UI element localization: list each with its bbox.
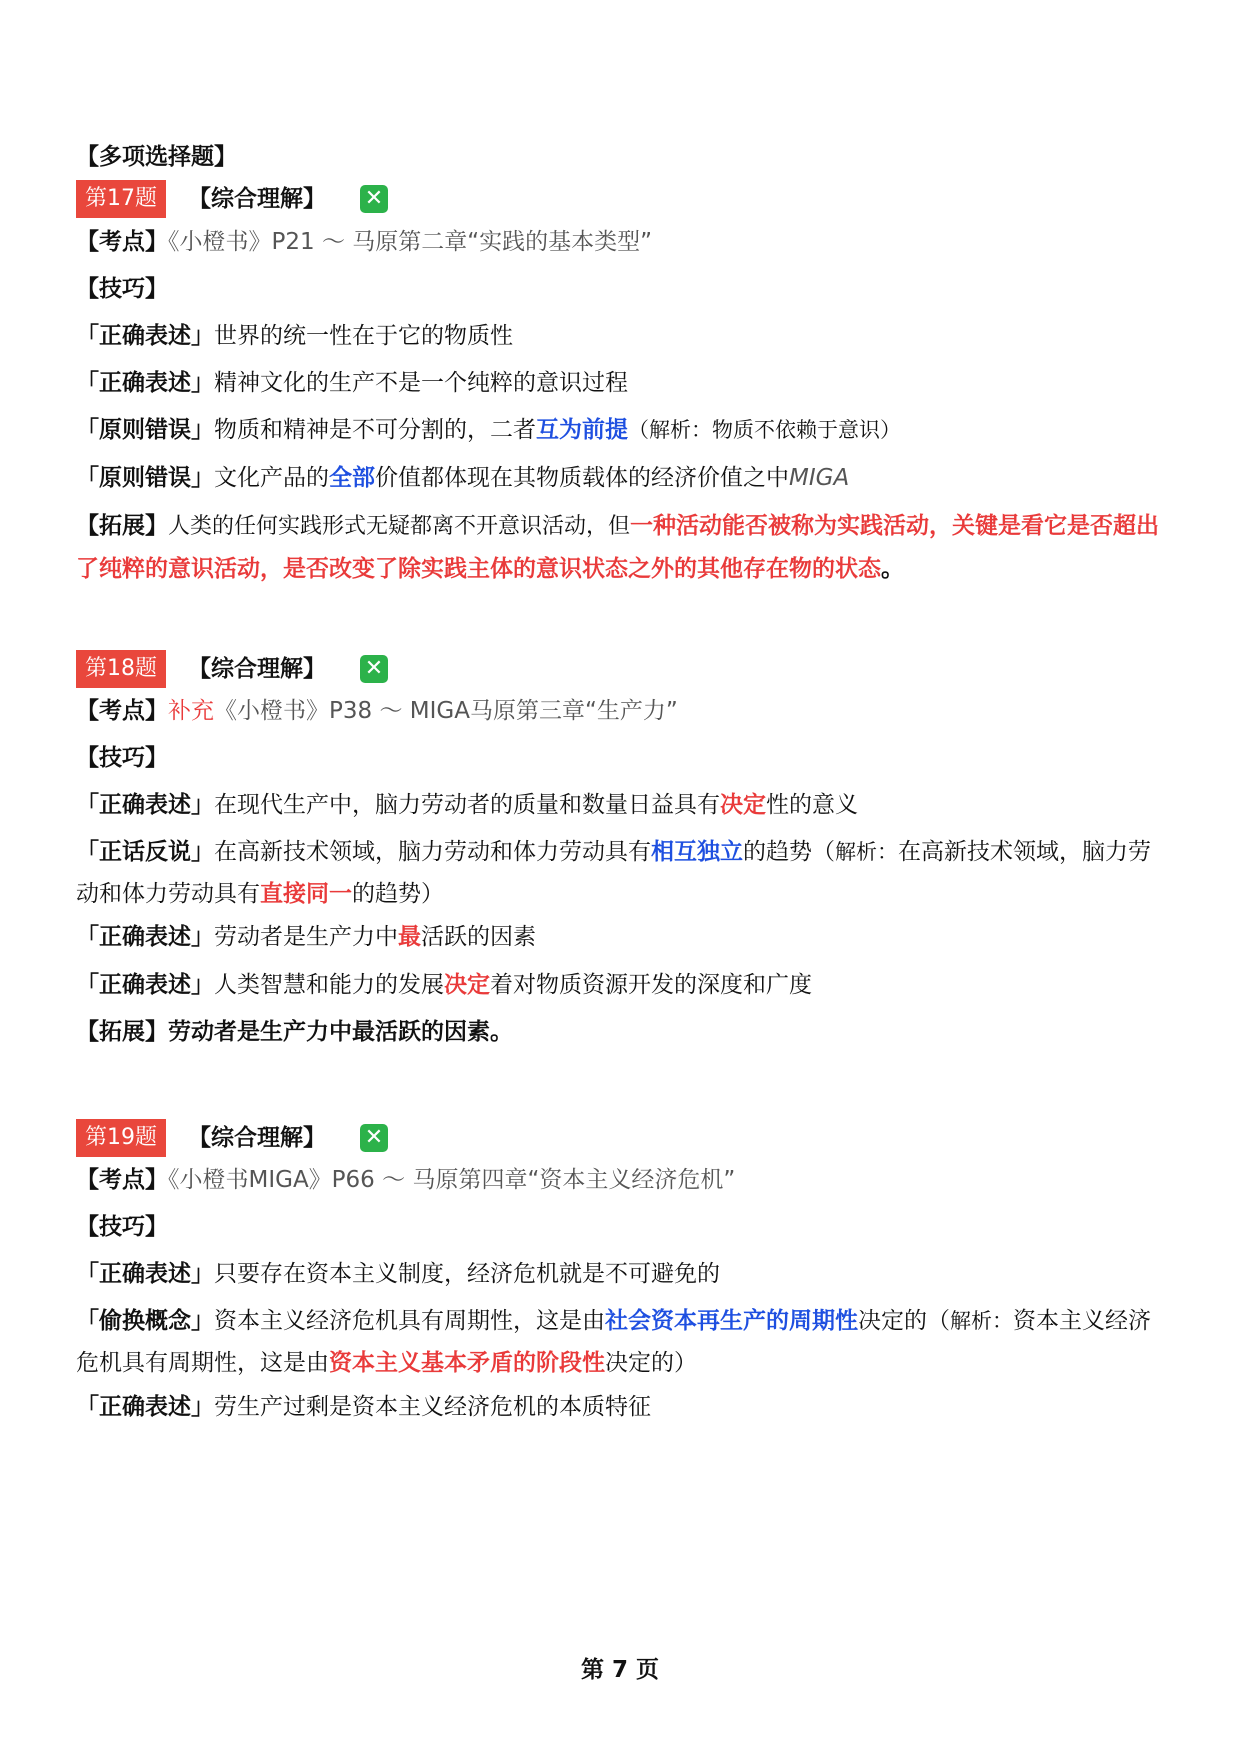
question-17-kaodian <box>76 222 1166 262</box>
tuozhan-paragraph <box>76 1012 1166 1052</box>
question-18-kaodian <box>76 691 1166 731</box>
item-text: 劳生产过剩是资本主义经济危机的本质特征 <box>214 1394 651 1420</box>
item-label: 「正确表述」 <box>76 792 214 818</box>
answer-item <box>76 831 1166 915</box>
tuozhan-paragraph <box>76 505 1166 590</box>
item-text: 劳动者是生产力中 <box>214 924 398 950</box>
item-text: 决定的） <box>605 1350 697 1376</box>
item-text: 性的意义 <box>766 792 858 818</box>
highlight-text: 互为前提 <box>536 417 628 443</box>
item-text: 精神文化的生产不是一个纯粹的意识过程 <box>214 370 628 396</box>
answer-item <box>76 410 1166 450</box>
highlight-text: 全部 <box>329 465 375 491</box>
kaodian-label: 【考点】 <box>76 229 168 255</box>
highlight-text: 决定 <box>444 972 490 998</box>
answer-item <box>76 458 1166 498</box>
section-header: 【多项选择题】 <box>76 144 237 170</box>
tuozhan-end: 。 <box>881 556 904 582</box>
item-text: 人类智慧和能力的发展 <box>214 972 444 998</box>
tuozhan-highlight: 一种活动能否被称为实践活动，关键是看它是否超出了纯粹的意识活动，是否改变了除实践主体的意识状态之外的其他存在物的状态 <box>76 513 1160 582</box>
kaodian-text: 《小橙书MIGA》P66 ～ 马原第四章“资本主义经济危机” <box>168 1167 736 1193</box>
highlight-text: 直接同一 <box>260 881 352 907</box>
answer-item <box>76 917 1166 957</box>
answer-item <box>76 965 1166 1005</box>
tuozhan-label: 【拓展】 <box>76 1019 168 1045</box>
item-text: 的趋势） <box>352 881 444 907</box>
question-19-header <box>76 1117 1166 1158</box>
answer-item <box>76 316 1166 356</box>
x-mark-icon: ✕ <box>360 655 388 683</box>
tuozhan-label: 【拓展】 <box>76 513 168 539</box>
item-text: 物质和精神是不可分割的，二者 <box>214 417 536 443</box>
answer-item <box>76 1254 1166 1294</box>
question-18-header <box>76 648 1166 689</box>
item-label: 「正确表述」 <box>76 1394 214 1420</box>
x-mark-icon: ✕ <box>360 1124 388 1152</box>
item-text: 只要存在资本主义制度，经济危机就是不可避免的 <box>214 1261 720 1287</box>
item-text: 着对物质资源开发的深度和广度 <box>490 972 812 998</box>
question-17-header <box>76 178 1166 219</box>
item-text: 资本主义经济危机具有周期性，这是由 <box>214 1308 605 1334</box>
question-category: 【综合理解】 <box>188 1124 326 1151</box>
jiqiao-label: 【技巧】 <box>76 276 168 302</box>
x-mark-icon: ✕ <box>360 185 388 213</box>
tuozhan-text: 人类的任何实践形式无疑都离不开意识活动，但 <box>168 514 631 539</box>
kaodian-supplement: 补充 <box>168 698 214 724</box>
item-text: 在高新技术领域，脑力劳动和体力劳动具有 <box>214 839 651 865</box>
analysis-note: 解析： <box>950 1309 1013 1333</box>
question-category: 【综合理解】 <box>188 185 326 212</box>
question-number-badge: 第18题 <box>76 650 166 688</box>
question-number-badge: 第17题 <box>76 180 166 218</box>
item-text: 活跃的因素 <box>421 924 536 950</box>
item-text: 的趋势（ <box>743 839 835 865</box>
analysis-note: （解析：物质不依赖于意识） <box>628 418 901 442</box>
analysis-note: 解析： <box>835 840 898 864</box>
highlight-text: 社会资本再生产的周期性 <box>605 1308 858 1334</box>
highlight-text: 决定 <box>720 792 766 818</box>
jiqiao-label: 【技巧】 <box>76 1214 168 1240</box>
answer-item <box>76 1300 1166 1384</box>
item-text: 在现代生产中，脑力劳动者的质量和数量日益具有 <box>214 792 720 818</box>
question-number-badge: 第19题 <box>76 1119 166 1157</box>
question-category: 【综合理解】 <box>188 655 326 682</box>
item-text: 资本主义经济危机具有周期性，这是由 <box>76 1308 1151 1376</box>
answer-item <box>76 1387 1166 1427</box>
item-label: 「偷换概念」 <box>76 1308 214 1334</box>
kaodian-label: 【考点】 <box>76 698 168 724</box>
answer-item <box>76 785 1166 825</box>
page-number: 第 7 页 <box>580 1657 660 1683</box>
item-label: 「原则错误」 <box>76 417 214 443</box>
item-label: 「正话反说」 <box>76 839 214 865</box>
jiqiao-label: 【技巧】 <box>76 745 168 771</box>
item-label: 「正确表述」 <box>76 323 214 349</box>
item-label: 「正确表述」 <box>76 924 214 950</box>
highlight-text: 资本主义基本矛盾的阶段性 <box>329 1350 605 1376</box>
tuozhan-text: 劳动者是生产力中最活跃的因素。 <box>168 1019 513 1045</box>
kaodian-label: 【考点】 <box>76 1167 168 1193</box>
item-text: 在高新技术领域，脑力劳动和体力劳动具有 <box>76 839 1151 907</box>
item-text: 决定的（ <box>858 1308 950 1334</box>
item-label: 「正确表述」 <box>76 972 214 998</box>
item-label: 「原则错误」 <box>76 465 214 491</box>
watermark-text: MIGA <box>789 465 850 491</box>
item-text: 价值都体现在其物质载体的经济价值之中 <box>375 465 789 491</box>
highlight-text: 最 <box>398 924 421 950</box>
kaodian-text: 《小橙书》P21 ～ 马原第二章“实践的基本类型” <box>168 229 653 255</box>
question-19-kaodian <box>76 1160 1166 1200</box>
item-label: 「正确表述」 <box>76 370 214 396</box>
item-text: 世界的统一性在于它的物质性 <box>214 323 513 349</box>
item-label: 「正确表述」 <box>76 1261 214 1287</box>
highlight-text: 相互独立 <box>651 839 743 865</box>
kaodian-text: 《小橙书》P38 ～ MIGA马原第三章“生产力” <box>214 698 678 724</box>
answer-item <box>76 363 1166 403</box>
item-text: 文化产品的 <box>214 465 329 491</box>
